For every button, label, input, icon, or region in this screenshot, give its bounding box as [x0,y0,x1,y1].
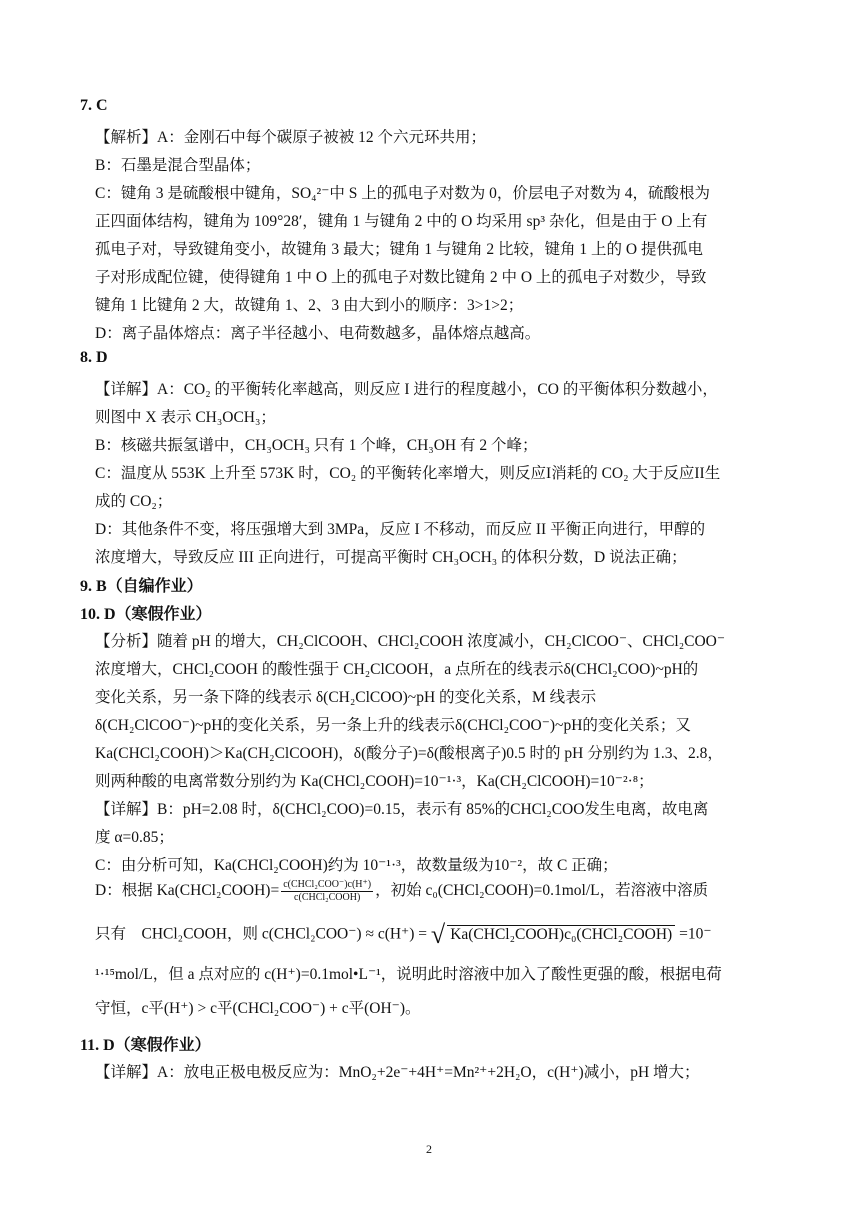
q11-line: 【详解】A：放电正极电极反应为：MnO₂+2e⁻+4H⁺=Mn²⁺+2H₂O，c(H⁺)减小，pH 增大； [95,1064,700,1081]
q8-line: C：温度从 553K 上升至 573K 时，CO₂ 的平衡转化率增大，则反应I消耗的 CO₂ 大于反应II生 [95,465,721,482]
concentration-fraction [281,879,373,904]
q10-line: 【详解】B：pH=2.08 时，δ(CHCl₂COO)=0.15，表示有 85%的CHCl₂COO发生电离，故电离 [95,801,709,818]
q7-line: 键角 1 比键角 2 大，故键角 1、2、3 由大到小的顺序：3>1>2； [95,297,524,314]
q10-line: C：由分析可知，Ka(CHCl₂COOH)约为 10⁻¹·³，故数量级为10⁻²，故 C 正确； [95,857,618,874]
q8-line: D：其他条件不变，将压强增大到 3MPa，反应 I 不移动，而反应 II 平衡正向进行，甲醇的 [95,521,706,538]
q7-line: C：键角 3 是硫酸根中键角，SO₄²⁻中 S 上的孤电子对数为 0，价层电子对数为 4，硫酸根为 [95,185,711,202]
square-root-icon: √ [430,920,446,949]
formula-prefix: 只有 CHCl₂COOH，则 c(CHCl₂COO⁻) ≈ c(H⁺) = [95,925,431,943]
q10-option-d-line4: 守恒，c平(H⁺) > c平(CHCl₂COO⁻) + c平(OH⁻)。 [95,1000,421,1017]
q10-line: 【分析】随着 pH 的增大，CH₂ClCOOH、CHCl₂COOH 浓度减小，CH₂ClCOO⁻、CHCl₂COO⁻ [95,633,726,650]
q7-line: 正四面体结构，键角为 109°28′，键角 1 与键角 2 中的 O 均采用 sp³ 杂化，但是由于 O 上有 [95,213,708,230]
question-10-heading: 10. D（寒假作业） [80,606,212,623]
fraction-denominator: c(CHCl₂COOH) [294,891,361,903]
q7-line: 孤电子对，导致键角变小，故键角 3 最大；键角 1 与键角 2 比较，键角 1 上的 O 提供孤电 [95,241,703,258]
q8-line: B：核磁共振氢谱中，CH₃OCH₃ 只有 1 个峰，CH₃OH 有 2 个峰； [95,437,538,454]
q10-option-d-line3: ¹·¹⁵mol/L，但 a 点对应的 c(H⁺)=0.1mol•L⁻¹，说明此时溶液中加入了酸性更强的酸，根据电荷 [95,966,722,983]
formula-suffix: ，初始 c₀(CHCl₂COOH)=0.1mol/L，若溶液中溶质 [375,882,709,899]
fraction-numerator: c(CHCl₂COO⁻)c(H⁺) [283,878,372,890]
q8-line: 成的 CO₂； [95,493,173,510]
q10-line: 度 α=0.85； [95,829,174,846]
q7-line: D：离子晶体熔点：离子半径越小、电荷数越多，晶体熔点越高。 [95,325,541,342]
q7-line: 子对形成配位键，使得键角 1 中 O 上的孤电子对数比键角 2 中 O 上的孤电子对数少，导致 [95,269,707,286]
question-11-heading: 11. D（寒假作业） [80,1037,211,1054]
q7-line: B：石墨是混合型晶体； [95,157,261,174]
q8-line: 浓度增大，导致反应 III 正向进行，可提高平衡时 CH₃OCH₃ 的体积分数，D 说法正确； [95,549,687,566]
q8-line: 【详解】A：CO₂ 的平衡转化率越高，则反应 I 进行的程度越小，CO 的平衡体积分数越小， [95,381,718,398]
square-root-content: Ka(CHCl₂COOH)c₀(CHCl₂COOH) [447,925,675,944]
question-9-heading: 9. B（自编作业） [80,578,203,595]
q10-line: 浓度增大，CHCl₂COOH 的酸性强于 CH₂ClCOOH，a 点所在的线表示δ(CHCl₂COO)~pH的 [95,661,699,678]
q10-option-d-line1 [95,878,708,904]
q10-line: δ(CH₂ClCOO⁻)~pH的变化关系，另一条上升的线表示δ(CHCl₂COO⁻)~pH的变化关系；又 [95,717,691,734]
question-8-heading: 8. D [80,349,108,366]
formula-prefix: D：根据 Ka(CHCl₂COOH)= [95,882,280,899]
q10-line: 则两种酸的电离常数分别约为 Ka(CHCl₂COOH)=10⁻¹·³，Ka(CH₂ClCOOH)=10⁻²·⁸； [95,773,654,790]
q10-option-d-line2 [95,920,712,950]
q7-line: 【解析】A：金刚石中每个碳原子被被 12 个六元环共用； [95,129,486,146]
q10-line: Ka(CHCl₂COOH)＞Ka(CH₂ClCOOH)，δ(酸分子)=δ(酸根离子)0.5 时的 pH 分别约为 1.3、2.8， [95,745,723,762]
q8-line: 则图中 X 表示 CH₃OCH₃； [95,409,276,426]
q10-line: 变化关系，另一条下降的线表示 δ(CH₂ClCOO)~pH 的变化关系，M 线表示 [95,689,597,706]
question-7-heading: 7. C [80,97,108,114]
page-number: 2 [426,1142,432,1156]
formula-suffix: =10⁻ [675,925,712,943]
